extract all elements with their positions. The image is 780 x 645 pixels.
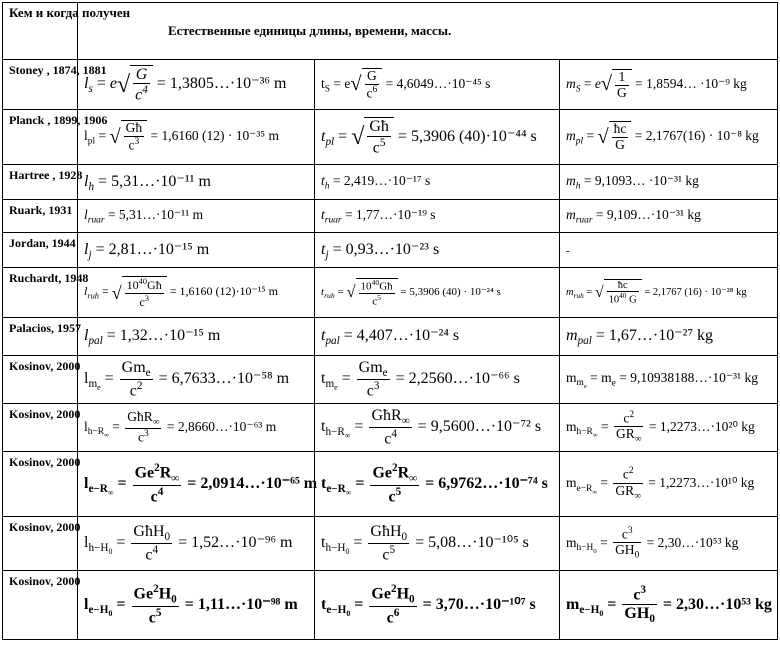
length-value: = 1,3805…·10⁻³⁶ m [156, 75, 287, 93]
mass-cell: $m_{m_e} = m_e$ = 9,10938188…·10⁻³¹ kg [560, 356, 778, 404]
table-row [3, 404, 778, 452]
mass-cell: $m_{pal}$ = 1,67…·10⁻²⁷ kg [560, 318, 778, 356]
time-cell: $t_{h-R_\infty}$ = GħR$_\infty$ $c^4$ = 9,5600…·10⁻⁷² s [315, 404, 560, 452]
time-value: = 2,2560…·10⁻⁶⁶ s [395, 370, 520, 388]
mass-cell: $m_{pl}$ = √ $\frac{ħc}{G}$ = 2,1767(16) · 10⁻⁸ kg [560, 110, 778, 165]
time-value: = 1,77…·10⁻¹⁹ s [344, 207, 436, 223]
length-value: = 1,6160 (12)·10⁻¹⁵ m [169, 284, 278, 299]
table-row [3, 452, 778, 517]
mass-value: = 2,30…·10⁵³ kg [662, 595, 772, 613]
mass-value: = 9,1093… ·10⁻³¹ kg [583, 173, 699, 189]
row-who: Kosinov, 2000 [3, 571, 78, 640]
mass-cell: $m_{h-R_\infty}$ = $\frac{c^2}{GR_\infty}$ = 1,2273…·10²⁰ kg [560, 404, 778, 452]
time-cell: $t_j$ = 0,93…·10⁻²³ s [315, 233, 560, 268]
length-cell: $l_{m_e}$ = $Gm_e$ $c^2$ = 6,7633…·10⁻⁵⁸ m [78, 356, 315, 404]
length-cell: $l_{e-R_\infty}$ = $\frac{Ge^2R_\infty}{c^4}$ = 2,0914…·10⁻⁶⁵ m [78, 452, 315, 517]
length-cell: $l_{ruar}$ = 5,31…·10⁻¹¹ m [78, 200, 315, 233]
length-cell: $l_s = e√$ $\frac{G}{c^4}$ = 1,3805…·10⁻³⁶ m [78, 60, 315, 110]
mass-value: = 1,2273…·10²⁰ kg [648, 418, 755, 434]
table-row [3, 356, 778, 404]
row-who: Hartree , 1928 [3, 165, 78, 200]
mass-cell: $m_{e-R_\infty}$ = $\frac{c^2}{GR_\infty}$ = 1,2273…·10¹⁰ kg [560, 452, 778, 517]
row-who: Palacios, 1957 [3, 318, 78, 356]
length-cell: $l_{h-H_0}$ = GħH$_0$ $c^4$ = 1,52…·10⁻⁹⁶ m [78, 517, 315, 571]
time-value: = 4,6049…·10⁻⁴⁵ s [385, 75, 491, 91]
length-value: = 1,11…·10⁻⁹⁸ m [184, 595, 298, 613]
length-cell: $l_j$ = 2,81…·10⁻¹⁵ m [78, 233, 315, 268]
mass-cell [560, 233, 778, 268]
row-who: Kosinov, 2000 [3, 517, 78, 571]
header-title: Естественные единицы длины, времени, массы. [78, 3, 778, 60]
time-cell: $t_{pal}$ = 4,407…·10⁻²⁴ s [315, 318, 560, 356]
row-who: Ruchardt, 1948 [3, 268, 78, 318]
row-who: Kosinov, 2000 [3, 404, 78, 452]
length-value: = 1,6160 (12) · 10⁻³⁵ m [150, 128, 279, 144]
table-row [3, 60, 778, 110]
mass-cell: $m_{ruh}$ = √ $\frac{ħc}{10^{40} G}$ = 2,1767 (16) · 10⁻²⁸ kg [560, 268, 778, 318]
length-value: = 1,52…·10⁻⁹⁶ m [178, 534, 293, 552]
length-value: = 2,8660…·10⁻⁶³ m [166, 418, 277, 434]
length-value: = 5,31…·10⁻¹¹ m [98, 172, 211, 190]
row-who: Jordan, 1944 [3, 233, 78, 268]
time-cell: $t_{ruh}$ = √ $\frac{10^{40}Għ}{c^5}$ = 5,3906 (40) · 10⁻²⁴ s [315, 268, 560, 318]
header-who: Кем и когда получен [3, 3, 78, 60]
length-cell: $l_{e-H_0}$ = $\frac{Ge^2H_0}{c^5}$ = 1,11…·10⁻⁹⁸ m [78, 571, 315, 640]
time-cell: $t_{e-R_\infty}$ = $\frac{Ge^2R_\infty}{c^5}$ = 6,9762…·10⁻⁷⁴ s [315, 452, 560, 517]
row-who: Kosinov, 2000 [3, 356, 78, 404]
row-who: Planck , 1899, 1906 [3, 110, 78, 165]
table-row [3, 110, 778, 165]
time-value: = 2,419…·10⁻¹⁷ s [332, 173, 431, 189]
time-cell: $t_{e-H_0}$ = $\frac{Ge^2H_0}{c^6}$ = 3,70…·10⁻¹⁰⁷ s [315, 571, 560, 640]
time-cell: $t_{h-H_0}$ = GħH$_0$ $c^5$ = 5,08…·10⁻¹⁰⁵ s [315, 517, 560, 571]
table-row [3, 268, 778, 318]
row-who: Ruark, 1931 [3, 200, 78, 233]
table-row [3, 571, 778, 640]
time-cell: $t_S = e√$ $\frac{G}{c^6}$ = 4,6049…·10⁻⁴⁵ s [315, 60, 560, 110]
length-value: = 5,31…·10⁻¹¹ m [107, 207, 204, 223]
length-cell: $l_{ruh}$ = √ $\frac{10^{40}Għ}{c^3}$ = 1,6160 (12)·10⁻¹⁵ m [78, 268, 315, 318]
mass-cell: $m_{ruar}$ = 9,109…·10⁻³¹ kg [560, 200, 778, 233]
length-value: = 2,0914…·10⁻⁶⁵ m [187, 474, 318, 492]
row-who: Stoney , 1874, 1881 [3, 60, 78, 110]
mass-cell: $m_h$ = 9,1093… ·10⁻³¹ kg [560, 165, 778, 200]
mass-value: = 1,2273…·10¹⁰ kg [648, 475, 755, 491]
time-cell: $t_{ruar}$ = 1,77…·10⁻¹⁹ s [315, 200, 560, 233]
length-value: = 6,7633…·10⁻⁵⁸ m [158, 370, 290, 388]
time-value: = 3,70…·10⁻¹⁰⁷ s [422, 595, 536, 613]
length-cell: $l_{pl}$ = √ $\frac{Għ}{c^3}$ = 1,6160 (12) · 10⁻³⁵ m [78, 110, 315, 165]
mass-value: - [566, 245, 570, 257]
table-row [3, 165, 778, 200]
time-value: = 0,93…·10⁻²³ s [332, 240, 440, 258]
table-row [3, 200, 778, 233]
mass-value: = 1,67…·10⁻²⁷ kg [595, 327, 714, 345]
row-who: Kosinov, 2000 [3, 452, 78, 517]
time-value: = 5,08…·10⁻¹⁰⁵ s [415, 534, 529, 552]
mass-cell: $m_{h-H_0}$ = $\frac{c^3}{GH_0}$ = 2,30…·10⁵³ kg [560, 517, 778, 571]
time-value: = 9,5600…·10⁻⁷² s [417, 418, 542, 436]
time-value: = 6,9762…·10⁻⁷⁴ s [425, 474, 548, 492]
mass-cell: $m_S = e√$ $\frac{1}{G}$ = 1,8594… ·10⁻⁹ kg [560, 60, 778, 110]
header-row [3, 3, 778, 60]
mass-value: = 9,10938188…·10⁻³¹ kg [619, 369, 758, 385]
time-value: = 4,407…·10⁻²⁴ s [343, 327, 460, 345]
mass-value: = 1,8594… ·10⁻⁹ kg [635, 75, 747, 91]
time-value: = 5,3906 (40) · 10⁻²⁴ s [400, 286, 501, 299]
natural-units-table [2, 2, 778, 640]
time-value: = 5,3906 (40)·10⁻⁴⁴ s [397, 127, 537, 145]
table-row [3, 517, 778, 571]
time-cell: $t_{m_e}$ = $Gm_e$ $c^3$ = 2,2560…·10⁻⁶⁶ s [315, 356, 560, 404]
mass-value: = 2,1767 (16) · 10⁻²⁸ kg [644, 286, 747, 298]
length-value: = 2,81…·10⁻¹⁵ m [95, 240, 210, 258]
length-cell: $l_{pal}$ = 1,32…·10⁻¹⁵ m [78, 318, 315, 356]
mass-value: = 9,109…·10⁻³¹ kg [595, 207, 701, 223]
time-cell: $t_h$ = 2,419…·10⁻¹⁷ s [315, 165, 560, 200]
table-row [3, 233, 778, 268]
mass-value: = 2,1767(16) · 10⁻⁸ kg [634, 128, 759, 144]
mass-cell: $m_{e-H_0}$ = $\frac{c^3}{GH_0}$ = 2,30…·10⁵³ kg [560, 571, 778, 640]
length-cell: $l_{h-R_\infty}$ = GħR$_\infty$ $c^3$ = 2,8660…·10⁻⁶³ m [78, 404, 315, 452]
time-cell: $t_{pl}$ = √ $\frac{Għ}{c^5}$ = 5,3906 (40)·10⁻⁴⁴ s [315, 110, 560, 165]
mass-value: = 2,30…·10⁵³ kg [646, 534, 739, 550]
table-row [3, 318, 778, 356]
length-cell: $l_h$ = 5,31…·10⁻¹¹ m [78, 165, 315, 200]
length-value: = 1,32…·10⁻¹⁵ m [106, 327, 221, 345]
